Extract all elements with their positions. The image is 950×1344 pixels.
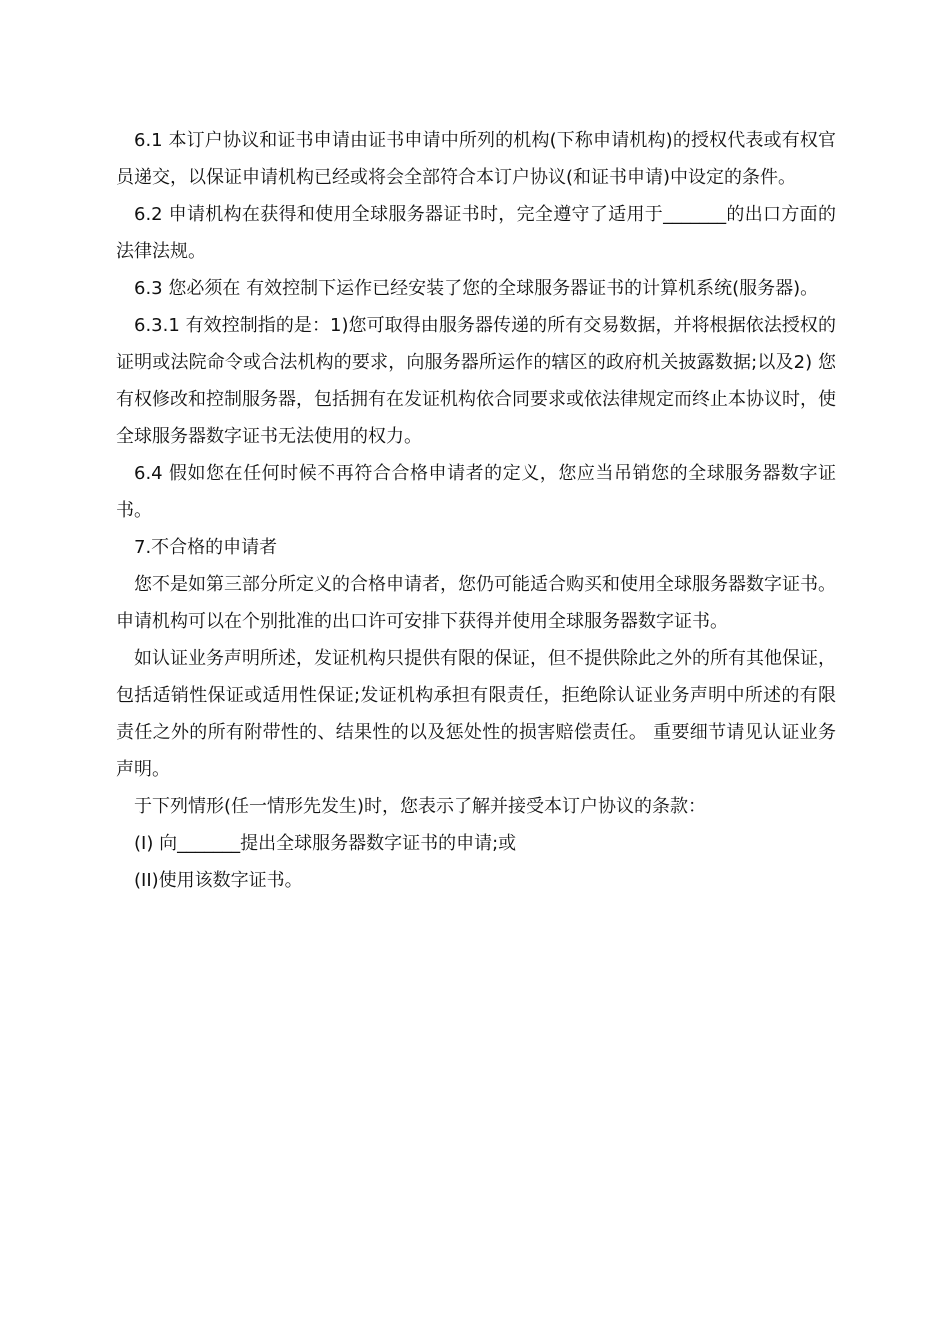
warranty-paragraph: 如认证业务声明所述，发证机构只提供有限的保证，但不提供除此之外的所有其他保证，包括适销性保证或适用性保证;发证机构承担有限责任，拒绝除认证业务声明中所述的有限责任之外的所有附带性的、结果性的以及惩处性的损害赔偿责任。 重要细节请见认证业务声明。 [116,648,836,780]
clause-6-1: 6.1 本订户协议和证书申请由证书申请中所列的机构(下称申请机构)的授权代表或有权官员递交，以保证申请机构已经或将会全部符合本订户协议(和证书申请)中设定的条件。 [116,130,836,188]
clause-6-3: 6.3 您必须在 有效控制下运作已经安装了您的全球服务器证书的计算机系统(服务器)。 [134,278,819,299]
acceptance-item-1: (I) 向_______提出全球服务器数字证书的申请;或 [134,833,517,854]
clause-6-4: 6.4 假如您在任何时候不再符合合格申请者的定义，您应当吊销您的全球服务器数字证书。 [116,463,836,521]
document-body [116,122,836,899]
acceptance-item-2: (II)使用该数字证书。 [134,870,303,891]
clause-6-3-1: 6.3.1 有效控制指的是：1)您可取得由服务器传递的所有交易数据，并将根据依法授权的证明或法院命令或合法机构的要求，向服务器所运作的辖区的政府机关披露数据;以及2) 您有权修改和控制服务器，包括拥有在发证机构依合同要求或依法律规定而终止本协议时，使全球服务器数字证书无法使用的权力。 [116,315,836,447]
section-7-heading: 7.不合格的申请者 [134,537,278,558]
clause-6-2: 6.2 申请机构在获得和使用全球服务器证书时，完全遵守了适用于_______的出口方面的法律法规。 [116,204,836,262]
section-7-paragraph: 您不是如第三部分所定义的合格申请者，您仍可能适合购买和使用全球服务器数字证书。申请机构可以在个别批准的出口许可安排下获得并使用全球服务器数字证书。 [116,574,836,632]
acceptance-paragraph: 于下列情形(任一情形先发生)时，您表示了解并接受本订户协议的条款： [134,796,707,817]
